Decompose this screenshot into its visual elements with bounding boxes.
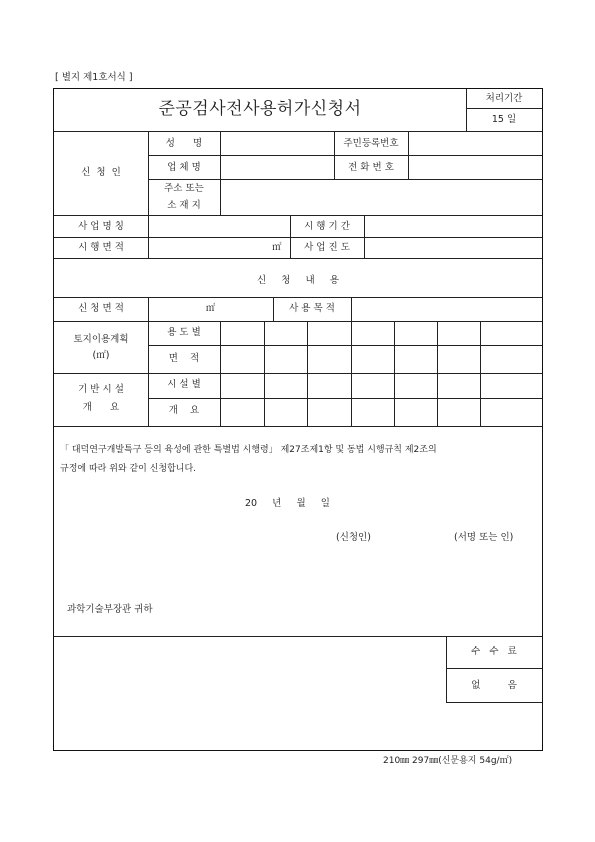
signature-field[interactable] [384, 527, 452, 545]
paper-spec: 210㎜ 297㎜(신문용지 54g/㎡) [383, 756, 513, 766]
fee-value: 없 음 [471, 680, 517, 691]
request-area-label: 신 청 면 적 [78, 303, 124, 314]
date-line: 20 년 월 일 [245, 498, 330, 509]
statement-line1: 「 대덕연구개발특구 등의 육성에 관한 특별법 시행령」 제27조제1항 및 동법 시행규칙 제2조의 [60, 445, 437, 455]
form-title: 준공검사전사용허가신청서 [158, 99, 362, 119]
project-name-field[interactable] [149, 216, 289, 236]
project-progress-field[interactable] [365, 238, 541, 257]
address-label-line2: 소 재 지 [167, 200, 201, 211]
phone-field[interactable] [409, 156, 541, 178]
rrn-field[interactable] [409, 132, 541, 154]
facility-type-label: 시 설 별 [167, 379, 201, 390]
applicant-sign-label: (신청인) [336, 532, 371, 543]
signature-label: (서명 또는 인) [454, 532, 514, 543]
address-label-line1: 주소 또는 [164, 183, 204, 194]
fee-label: 수 수 료 [471, 646, 517, 657]
addressee: 과학기술부장관 귀하 [67, 604, 153, 615]
land-use-area-label: 면 적 [168, 353, 200, 364]
company-label: 업 체 명 [167, 162, 201, 173]
infrastructure-label: 기 반 시 설 [78, 384, 124, 395]
project-area-unit: ㎡ [272, 242, 282, 253]
project-progress-label: 사 업 진 도 [304, 242, 350, 253]
company-field[interactable] [221, 156, 333, 178]
project-area-label: 시 행 면 적 [78, 242, 124, 253]
applicant-section-label: 신 청 인 [81, 167, 121, 178]
form-label: [ 별지 제1호서식 ] [55, 72, 133, 83]
project-period-field[interactable] [365, 216, 541, 236]
infrastructure-overview-label: 개 요 [82, 402, 120, 413]
land-use-unit-label: (㎡) [92, 350, 110, 361]
usage-purpose-label: 사 용 목 적 [289, 303, 335, 314]
project-name-label: 사 업 명 칭 [78, 221, 124, 232]
request-area-unit: ㎡ [205, 303, 216, 314]
request-content-header: 신 청 내 용 [256, 275, 339, 286]
address-field[interactable] [221, 180, 541, 214]
land-use-by-purpose-label: 용 도 별 [167, 327, 201, 338]
facility-overview-label: 개 요 [168, 405, 200, 416]
land-use-plan-label: 토지이용계획 [73, 334, 129, 345]
usage-purpose-field[interactable] [352, 298, 541, 320]
processing-period-label: 처리기간 [485, 93, 523, 104]
application-form [53, 88, 543, 751]
rrn-label: 주민등록번호 [343, 138, 399, 149]
name-field[interactable] [221, 132, 333, 154]
name-label: 성 명 [165, 138, 203, 149]
phone-label: 전 화 번 호 [348, 162, 394, 173]
statement-line2: 규정에 따라 위와 같이 신청합니다. [60, 464, 197, 474]
processing-period-value: 15 일 [491, 114, 517, 125]
project-period-label: 시 행 기 간 [304, 221, 350, 232]
statement-text [60, 441, 540, 479]
